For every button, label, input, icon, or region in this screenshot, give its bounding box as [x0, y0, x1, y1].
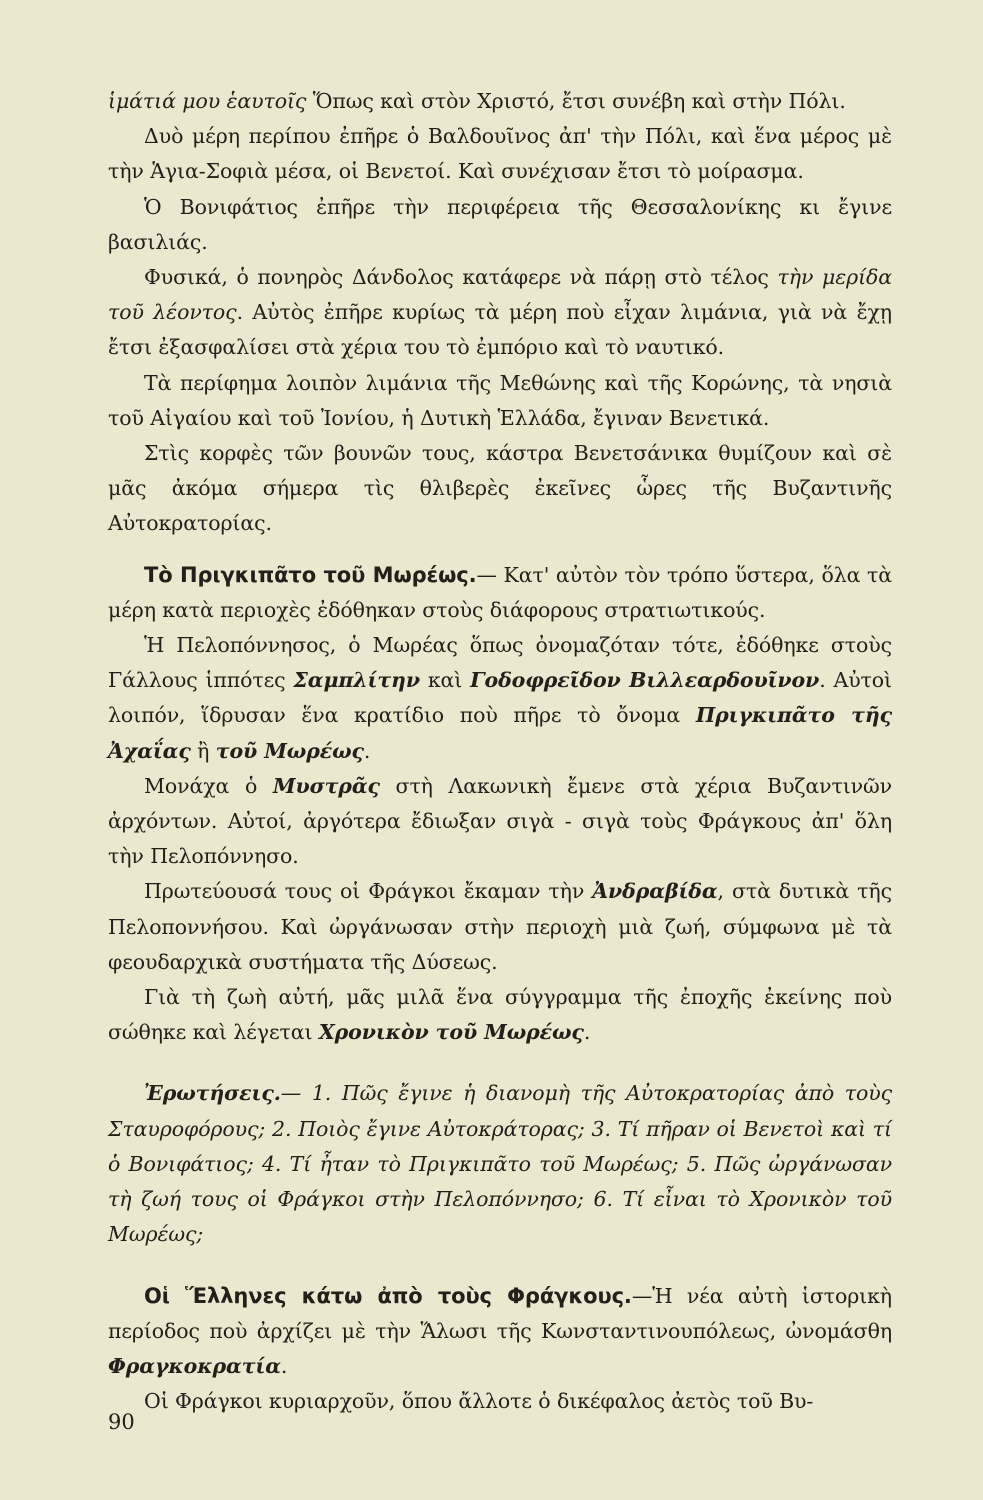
section-greeks-under-franks: Οἱ Ἕλληνες κάτω ἀπὸ τοὺς Φράγκους.—Ἡ νέα αὐτὴ ἱστορικὴ περίοδος ποὺ ἀρχίζει μὲ τὴν Ἅλωσι τῆς Κωνσταντινουπόλεως, ὠνομάσθη Φραγκοκρατία. — [108, 1283, 892, 1378]
paragraph-1: ἱμάτιά μου ἑαυτοῖς Ὅπως καὶ στὸν Χριστό, ἔτσι συνέβη καὶ στὴν Πόλι. — [108, 89, 846, 113]
questions-label: Ἐρωτήσεις. — [144, 1081, 281, 1106]
questions-block: Ἐρωτήσεις.— 1. Πῶς ἔγινε ἡ διανομὴ τῆς Αὐτοκρατορίας ἀπὸ τοὺς Σταυροφόρους; 2. Ποιὸς ἔγινε Αὐτοκράτορας; 3. Τί πῆραν οἱ Βενετοὶ καὶ τί ὁ Βονιφάτιος; 4. Τί ἦταν τὸ Πριγκιπᾶτο τοῦ Μωρέως; 5. Πῶς ὠργάνωσαν τὴ ζωή τους οἱ Φράγκοι στὴν Πελοπόννησο; 6. Τί εἶναι τὸ Χρονικὸν τοῦ Μωρέως; — [108, 1081, 892, 1247]
paragraph-11: Γιὰ τὴ ζωὴ αὐτή, μᾶς μιλᾶ ἕνα σύγγραμμα τῆς ἐποχῆς ἐκείνης ποὺ σώθηκε καὶ λέγεται Χρονικὸν τοῦ Μωρέως. — [108, 985, 892, 1045]
section-heading: Τὸ Πριγκιπᾶτο τοῦ Μωρέως. — [144, 562, 477, 587]
paragraph-4: Φυσικά, ὁ πονηρὸς Δάνδολος κατάφερε νὰ πάρῃ στὸ τέλος τὴν μερίδα τοῦ λέοντος. Αὐτὸς ἐπῆρε κυρίως τὰ μέρη ποὺ εἶχαν λιμάνια, γιὰ νὰ ἔχῃ ἔτσι ἐξασφαλίσει στὰ χέρια του τὸ ἐμπόριο καὶ τὸ ναυτικό. — [108, 265, 892, 360]
paragraph-6: Στὶς κορφὲς τῶν βουνῶν τους, κάστρα Βενετσάνικα θυμίζουν καὶ σὲ μᾶς ἀκόμα σήμερα τὶς θλιβερὲς ἐκεῖνες ὧρες τῆς Βυζαντινῆς Αὐτοκρατορίας. — [108, 441, 892, 536]
section-heading: Οἱ Ἕλληνες κάτω ἀπὸ τοὺς Φράγκους. — [144, 1283, 632, 1308]
page-body — [108, 84, 892, 1419]
paragraph-2: Δυὸ μέρη περίπου ἐπῆρε ὁ Βαλδουῖνος ἀπ' τὴν Πόλι, καὶ ἕνα μέρος μὲ τὴν Ἁγια-Σοφιὰ μέσα, οἱ Βενετοί. Καὶ συνέχισαν ἔτσι τὸ μοίρασμα. — [108, 124, 892, 184]
paragraph-5: Τὰ περίφημα λοιπὸν λιμάνια τῆς Μεθώνης καὶ τῆς Κορώνης, τὰ νησιὰ τοῦ Αἰγαίου καὶ τοῦ Ἰονίου, ἡ Δυτικὴ Ἑλλάδα, ἔγιναν Βενετικά. — [108, 370, 892, 430]
paragraph-8: Ἡ Πελοπόννησος, ὁ Μωρέας ὅπως ὀνομαζόταν τότε, ἐδόθηκε στοὺς Γάλλους ἱππότες Σαμπλίτην καὶ Γοδοφρεῖδον Βιλλεαρδουῖνον. Αὐτοὶ λοιπόν, ἵδρυσαν ἕνα κρατίδιο ποὺ πῆρε τὸ ὄνομα Πριγκιπᾶτο τῆς Ἀχαΐας ἢ τοῦ Μωρέως. — [108, 633, 893, 763]
page-number: 90 — [108, 1410, 135, 1434]
section-principality-of-morea: Τὸ Πριγκιπᾶτο τοῦ Μωρέως.— Κατ' αὐτὸν τὸν τρόπο ὕστερα, ὅλα τὰ μέρη κατὰ περιοχὲς ἐδόθηκαν στοὺς διάφορους στρατιωτικούς. — [108, 562, 892, 622]
paragraph-9: Μονάχα ὁ Μυστρᾶς στὴ Λακωνικὴ ἔμενε στὰ χέρια Βυζαντινῶν ἀρχόντων. Αὐτοί, ἀργότερα ἔδιωξαν σιγὰ - σιγὰ τοὺς Φράγκους ἀπ' ὅλη τὴν Πελοπόννησο. — [108, 773, 892, 869]
paragraph-10: Πρωτεύουσά τους οἱ Φράγκοι ἔκαμαν τὴν Ἀνδραβίδα, στὰ δυτικὰ τῆς Πελοποννήσου. Καὶ ὠργάνωσαν στὴν περιοχὴ μιὰ ζωή, σύμφωνα μὲ τὰ φεουδαρχικὰ συστήματα τῆς Δύσεως. — [108, 879, 892, 974]
paragraph-3: Ὁ Βονιφάτιος ἐπῆρε τὴν περιφέρεια τῆς Θεσσαλονίκης κι ἔγινε βασιλιάς. — [108, 194, 892, 254]
paragraph-14: Οἱ Φράγκοι κυριαρχοῦν, ὅπου ἄλλοτε ὁ δικέφαλος ἀετὸς τοῦ Βυ- — [144, 1389, 814, 1414]
